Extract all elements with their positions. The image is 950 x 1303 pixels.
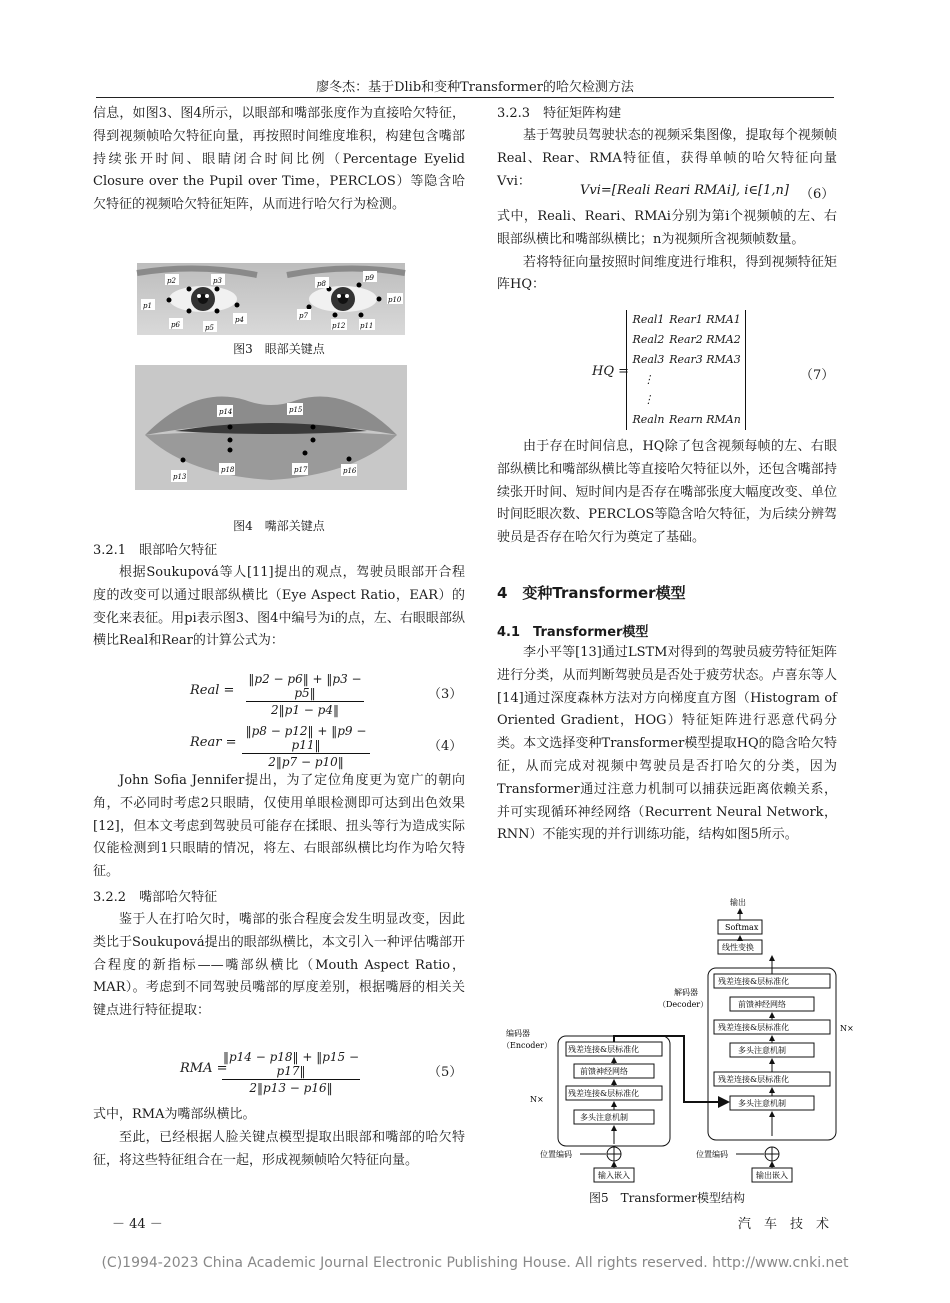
eq4-numerator: ‖p8 − p12‖ + ‖p9 − p11‖ <box>245 724 367 752</box>
fig4-label: p18 <box>221 466 235 474</box>
svg-text:多头注意机制: 多头注意机制 <box>738 1099 786 1108</box>
fig3-label: p12 <box>332 322 346 330</box>
svg-text:N×: N× <box>840 1024 854 1033</box>
right-paragraph-1: 基于驾驶员驾驶状态的视频采集图像，提取每个视频帧Real、Rear、RMA特征值，获得单帧的哈欠特征向量Vvi： <box>497 128 837 189</box>
svg-text:残差连接&层标准化: 残差连接&层标准化 <box>718 1075 790 1084</box>
eq6-number: （6） <box>800 187 835 202</box>
running-header: 廖冬杰：基于Dlib和变种Transformer的哈欠检测方法 <box>316 80 634 95</box>
svg-text:残差连接&层标准化: 残差连接&层标准化 <box>718 1023 790 1032</box>
matrix-cell: RMA3 <box>706 353 741 366</box>
matrix-cell: Rearn <box>669 413 703 426</box>
right-paragraph-2-wrap <box>497 206 837 297</box>
matrix-cell <box>705 390 742 410</box>
matrix-cell <box>668 390 705 410</box>
svg-text:输出嵌入: 输出嵌入 <box>756 1171 788 1180</box>
eq4-fraction <box>242 724 370 769</box>
matrix-row <box>630 330 742 350</box>
left-paragraph-5: 式中，RMA为嘴部纵横比。 <box>93 1107 256 1122</box>
matrix-cell: Real1 <box>632 313 665 326</box>
matrix-cell <box>668 370 705 390</box>
eq3-numerator: ‖p2 − p6‖ + ‖p3 − p5‖ <box>248 672 362 700</box>
svg-text:前馈神经网络: 前馈神经网络 <box>738 1000 786 1009</box>
eq7-lhs: HQ = <box>592 364 630 379</box>
eq4-number: （4） <box>428 739 463 754</box>
fig4-label: p16 <box>343 467 357 475</box>
left-paragraph-3: John Sofia Jennifer提出，为了定位角度更为宽广的朝向角，不必同时考虑2只眼睛，仅使用单眼检测即可达到出色效果[12]，但本文考虑到驾驶员可能存在揉眼、扭头等行为造成实际仅能检测到1只眼睛的情况，将左、右眼部纵横比均作为哈欠特征。 <box>93 773 465 880</box>
svg-text:位置编码: 位置编码 <box>696 1150 728 1159</box>
fig3-label: p6 <box>171 321 180 329</box>
matrix-row <box>630 390 742 410</box>
fig3-label: p10 <box>388 296 402 304</box>
svg-text:残差连接&层标准化: 残差连接&层标准化 <box>568 1045 640 1054</box>
eq5-numerator: ‖p14 − p18‖ + ‖p15 − p17‖ <box>222 1050 360 1078</box>
section-4-wrap <box>497 582 837 603</box>
left-paragraph-1: 信息，如图3、图4所示，以眼部和嘴部张度作为直接哈欠特征，得到视频帧哈欠特征向量，再按照时间维度堆积，构建包含嘴部持续张开时间、眼睛闭合时间比例（Percentage Eyelid Closure over the Pupil over Time，PERCLOS）等隐含哈欠特征的视频哈欠特征矩阵，从而进行哈欠行为检测。 <box>93 106 465 213</box>
svg-text:线性变换: 线性变换 <box>722 943 754 952</box>
svg-text:N×: N× <box>530 1095 544 1104</box>
fig3-label: p1 <box>143 302 152 310</box>
eq3-lhs: Real = <box>190 683 235 698</box>
svg-text:（Encoder）: （Encoder） <box>502 1041 552 1050</box>
eq5-denominator: 2‖p13 − p16‖ <box>249 1081 333 1095</box>
eq5-lhs: RMA = <box>180 1061 228 1076</box>
copyright-footer: (C)1994-2023 China Academic Journal Electronic Publishing House. All rights reserved. http://www.cnki.net <box>101 1255 849 1271</box>
right-paragraph-4: 由于存在时间信息，HQ除了包含视频每帧的左、右眼部纵横比和嘴部纵横比等直接哈欠特征以外，还包含嘴部持续张开时间、短时间内是否存在嘴部张度大幅度改变、单位时间眨眼次数、PERCLOS等隐含哈欠特征，为后续分辨驾驶员是否存在哈欠行为奠定了基础。 <box>497 439 837 546</box>
matrix-cell: RMA1 <box>706 313 741 326</box>
eq5-fraction <box>222 1050 360 1095</box>
matrix-cell: ⋮ <box>642 393 654 406</box>
fig4-caption: 图4 嘴部关键点 <box>233 519 325 533</box>
matrix-cell: Realn <box>632 413 665 426</box>
fig3-label: p9 <box>365 274 374 282</box>
svg-text:多头注意机制: 多头注意机制 <box>738 1046 786 1055</box>
fig3-label: p8 <box>317 280 326 288</box>
fig4-mouth-keypoints-image <box>135 365 407 490</box>
fig3-label: p7 <box>299 312 308 320</box>
section-heading-4-1: 4.1 Transformer模型 <box>497 625 649 640</box>
matrix-cell: Rear2 <box>669 333 703 346</box>
fig3-label: p5 <box>205 324 214 332</box>
svg-text:Softmax: Softmax <box>725 923 759 932</box>
eq7-number: （7） <box>800 368 835 383</box>
fig4-label: p17 <box>294 466 308 474</box>
svg-text:编码器: 编码器 <box>506 1029 530 1038</box>
left-paragraph-2: 根据Soukupová等人[11]提出的观点，驾驶员眼部开合程度的改变可以通过眼部纵横比（Eye Aspect Ratio，EAR）的变化来表征。用pi表示图3、图4中编号为i的点，左、右眼眼部纵横比Real和Rear的计算公式为： <box>93 565 465 649</box>
fig3-label: p2 <box>167 277 176 285</box>
svg-text:输入嵌入: 输入嵌入 <box>598 1171 630 1180</box>
section-heading-3-2-1: 3.2.1 眼部哈欠特征 <box>93 543 218 558</box>
eq4-denominator: 2‖p7 − p10‖ <box>268 755 344 769</box>
matrix-cell: RMA2 <box>706 333 741 346</box>
svg-text:前馈神经网络: 前馈神经网络 <box>580 1067 628 1076</box>
matrix-row <box>630 410 742 430</box>
matrix-row <box>630 370 742 390</box>
fig4-label: p15 <box>289 406 303 414</box>
eq3-fraction <box>246 672 364 717</box>
section-heading-4: 4 变种Transformer模型 <box>497 584 686 602</box>
matrix-row <box>630 350 742 370</box>
matrix-cell: Real3 <box>632 353 665 366</box>
matrix-cell: ⋮ <box>642 373 654 386</box>
journal-name: 汽 车 技 术 <box>738 1217 830 1232</box>
svg-text:残差连接&层标准化: 残差连接&层标准化 <box>568 1089 640 1098</box>
svg-text:多头注意机制: 多头注意机制 <box>580 1113 628 1122</box>
section-4-1-wrap <box>497 621 837 847</box>
eq7-matrix <box>626 310 746 430</box>
left-paragraph-6: 至此，已经根据人脸关键点模型提取出眼部和嘴部的哈欠特征，将这些特征组合在一起，形成视频帧哈欠特征向量。 <box>93 1129 465 1168</box>
header-rule <box>96 97 834 98</box>
left-column <box>93 103 465 217</box>
section-heading-3-2-2: 3.2.2 嘴部哈欠特征 <box>93 889 218 905</box>
matrix-row <box>630 310 742 330</box>
eq6: Vvi=[Reali Reari RMAi], i∈[1,n] <box>580 183 789 198</box>
svg-text:位置编码: 位置编码 <box>540 1150 572 1159</box>
eq4-lhs: Rear = <box>190 735 237 750</box>
matrix-cell: Real2 <box>632 333 665 346</box>
right-section-3-2-3 <box>497 103 837 193</box>
eq5-number: （5） <box>428 1065 463 1080</box>
section-heading-3-2-3: 3.2.3 特征矩阵构建 <box>497 106 622 121</box>
left-tail <box>93 1104 465 1172</box>
page-number: － 44 － <box>112 1217 163 1232</box>
left-section-3-2-1 <box>93 540 465 653</box>
left-paragraph-4: 鉴于人在打哈欠时，嘴部的张合程度会发生明显改变，因此类比于Soukupová提出的眼部纵横比，本文引入一种评估嘴部开合程度的新指标——嘴部纵横比（Mouth Aspect Ratio，MAR）。考虑到不同驾驶员嘴部的厚度差别，根据嘴唇的相关关键点进行特征提取： <box>93 911 465 1019</box>
svg-text:（Decoder）: （Decoder） <box>658 1000 709 1009</box>
fig4-label: p13 <box>173 473 187 481</box>
fig5-output-label: 输出 <box>730 898 746 907</box>
fig3-label: p4 <box>235 316 244 324</box>
fig5-caption: 图5 Transformer模型结构 <box>588 1191 746 1205</box>
fig3-label: p3 <box>213 277 222 285</box>
fig3-eye-keypoints-image <box>137 263 405 335</box>
fig5-transformer-diagram <box>500 896 854 1189</box>
fig3-caption: 图3 眼部关键点 <box>233 342 325 356</box>
svg-text:解码器: 解码器 <box>674 988 698 997</box>
fig4-label: p14 <box>219 408 233 416</box>
matrix-cell <box>705 370 742 390</box>
right-paragraph-4-wrap <box>497 436 837 550</box>
right-paragraph-3: 若将特征向量按照时间维度进行堆积，得到视频特征矩阵HQ： <box>497 254 837 293</box>
matrix-cell: Rear1 <box>669 313 703 326</box>
matrix-cell: Rear3 <box>669 353 703 366</box>
left-section-3-2-2 <box>93 770 465 1023</box>
right-paragraph-2: 式中，Reali、Reari、RMAi分别为第i个视频帧的左、右眼部纵横比和嘴部纵横比；n为视频所含视频帧数量。 <box>497 209 837 247</box>
svg-text:残差连接&层标准化: 残差连接&层标准化 <box>718 977 790 986</box>
eq3-number: （3） <box>428 687 463 702</box>
eq3-denominator: 2‖p1 − p4‖ <box>271 703 339 717</box>
right-paragraph-5: 李小平等[13]通过LSTM对得到的驾驶员疲劳特征矩阵进行分类，从而判断驾驶员是否处于疲劳状态。卢喜东等人[14]通过深度森林方法对方向梯度直方图（Histogram of Oriented Gradient，HOG）特征矩阵进行恶意代码分类。本文选择变种Transformer模型提取HQ的隐含哈欠特征，从而完成对视频中驾驶员是否打哈欠的分类，因为Transformer通过注意力机制可以捕获远距离依赖关系，并可实现循环神经网络（Recurrent Neural Network，RNN）不能实现的并行训练功能，结构如图5所示。 <box>497 645 837 843</box>
matrix-cell: RMAn <box>706 413 741 426</box>
fig3-label: p11 <box>360 322 374 330</box>
